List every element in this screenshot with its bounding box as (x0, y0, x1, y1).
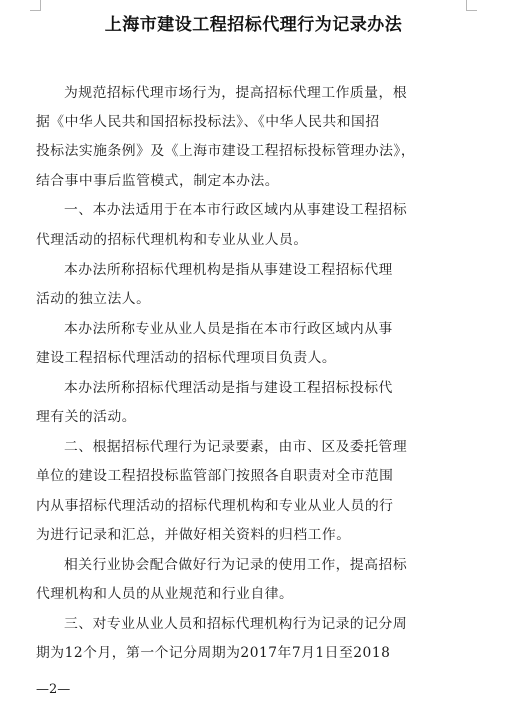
paragraph-line: 为规范招标代理市场行为，提高招标代理工作质量，根 (64, 85, 408, 101)
paragraph-line: 期为12个月，第一个记分周期为2017年7月1日至2018 (36, 645, 391, 661)
paragraph-line: 二、根据招标代理行为记录要素，由市、区及委托管理 (64, 439, 408, 455)
paragraph-line: 单位的建设工程招投标监管部门按照各自职责对全市范围 (36, 468, 394, 484)
paragraph-line: 结合事中事后监管模式，制定本办法。 (36, 173, 280, 189)
paragraph-line: 代理机构和人员的从业规范和行业自律。 (36, 586, 294, 602)
paragraph-line: 为进行记录和汇总，并做好相关资料的归档工作。 (36, 527, 351, 543)
paragraph-line: 据《中华人民共和国招标投标法》、《中华人民共和国招 (36, 114, 380, 130)
paragraph-line: 本办法所称招标代理机构是指从事建设工程招标代理 (64, 262, 393, 278)
paragraph-line: 投标法实施条例》及《上海市建设工程招标投标管理办法》， (36, 143, 416, 159)
paragraph-line: 代理活动的招标代理机构和专业从业人员。 (36, 232, 308, 248)
paragraph-line: 本办法所称招标代理活动是指与建设工程招标投标代 (64, 380, 393, 396)
paragraph-line: 内从事招标代理活动的招标代理机构和专业从业人员的行 (36, 498, 394, 514)
page-number: —2— (36, 682, 71, 697)
paragraph-line: 活动的独立法人。 (36, 291, 151, 307)
paragraph-line: 理有关的活动。 (36, 409, 137, 425)
paragraph-line: 相关行业协会配合做好行为记录的使用工作，提高招标 (64, 557, 408, 573)
paragraph-line: 一、本办法适用于在本市行政区域内从事建设工程招标 (64, 202, 408, 218)
paragraph-line: 本办法所称专业从业人员是指在本市行政区域内从事 (64, 321, 393, 337)
document-title: 上海市建设工程招标代理行为记录办法 (104, 15, 403, 35)
paragraph-line: 三、对专业从业人员和招标代理机构行为记录的记分周 (64, 616, 408, 632)
paragraph-line: 建设工程招标代理活动的招标代理项目负责人。 (36, 350, 337, 366)
